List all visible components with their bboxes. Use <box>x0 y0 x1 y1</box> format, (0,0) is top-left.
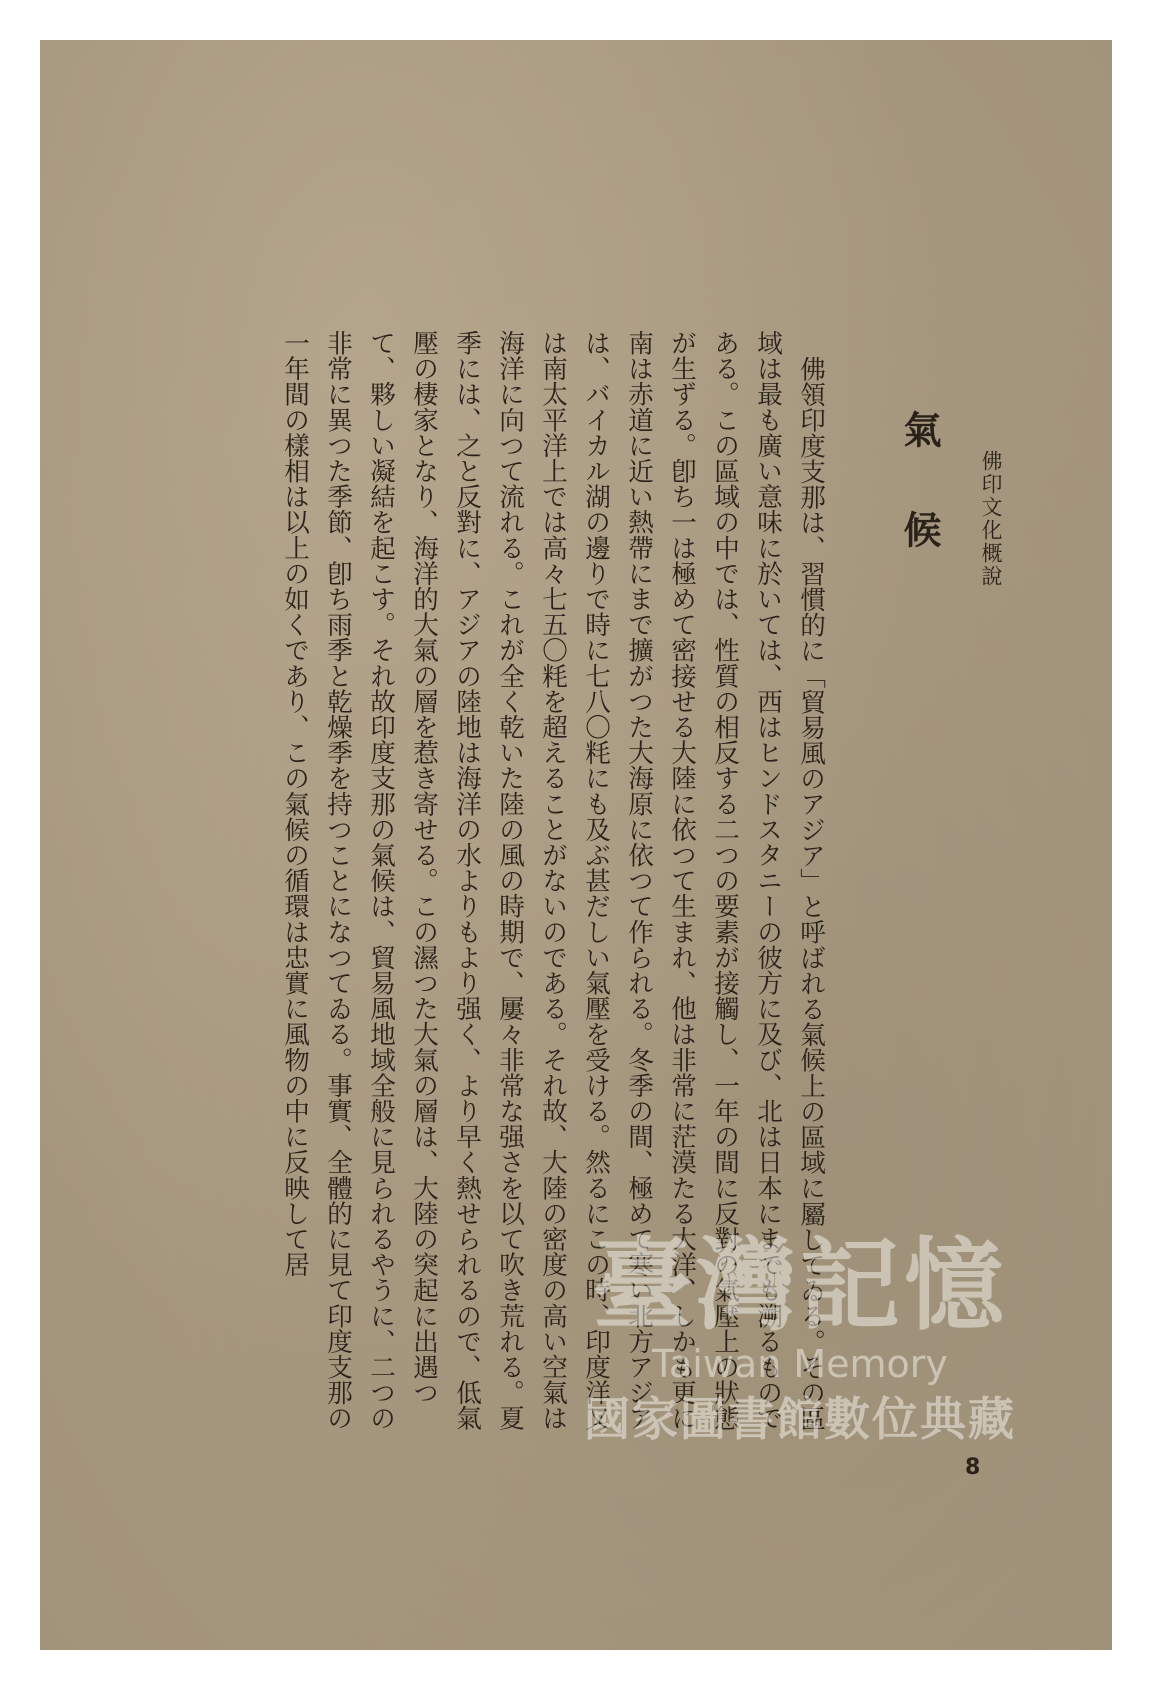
watermark-logo: 臺灣記憶 <box>592 1226 1008 1344</box>
page-number: 8 <box>965 1455 981 1480</box>
body-text: 佛領印度支那は、習慣的に「貿易風のアジア」と呼ばれる氣候上の區域に屬してゐる。その區域は最も廣い意味に於いては、西はヒンドスタニーの彼方に及び、北は日本にまでも溯るものである。この區域の中では、性質の相反する二つの要素が接觸し、一年の間に反對の氣壓上の狀態が生ずる。卽ち一は極めて密接せる大陸に依つて生まれ、他は非常に茫漠たる大洋、しかも更に南は赤道に近い熱帶にまで擴がつた大海原に依つて作られる。冬季の間、極めて寒い北方アジアは、バイカル湖の邊りで時に七八〇粍にも及ぶ甚だしい氣壓を受ける。然るにこの時、印度洋又は南太平洋上では高々七五〇粍を超えることがないのである。それ故、大陸の密度の高い空氣は海洋に向つて流れる。これが全く乾いた陸の風の時期で、屢々非常な强さを以て吹き荒れる。夏季には、之と反對に、アジアの陸地は海洋の水よりもより强く、より早く熱せられるので、低氣壓の棲家となり、海洋的大氣の層を惹き寄せる。この濕つた大氣の層は、大陸の突起に出遇つて、夥しい凝結を起こす。それ故印度支那の氣候は、貿易風地域全般に見られるやうに、二つの非常に異つた季節、卽ち雨季と乾燥季を持つことになつてゐる。事實、全體的に見て印度支那の一年間の樣相は以上の如くであり、この氣候の循環は忠實に風物の中に反映して居 <box>280 330 826 1431</box>
watermark-chinese: 國家圖書館數位典藏 <box>584 1391 1016 1446</box>
watermark-english: Taiwan Memory <box>652 1342 948 1386</box>
chapter-title: 氣候 <box>897 410 942 610</box>
running-header: 佛印文化概說 <box>979 450 1003 588</box>
book-page <box>40 40 1112 1650</box>
